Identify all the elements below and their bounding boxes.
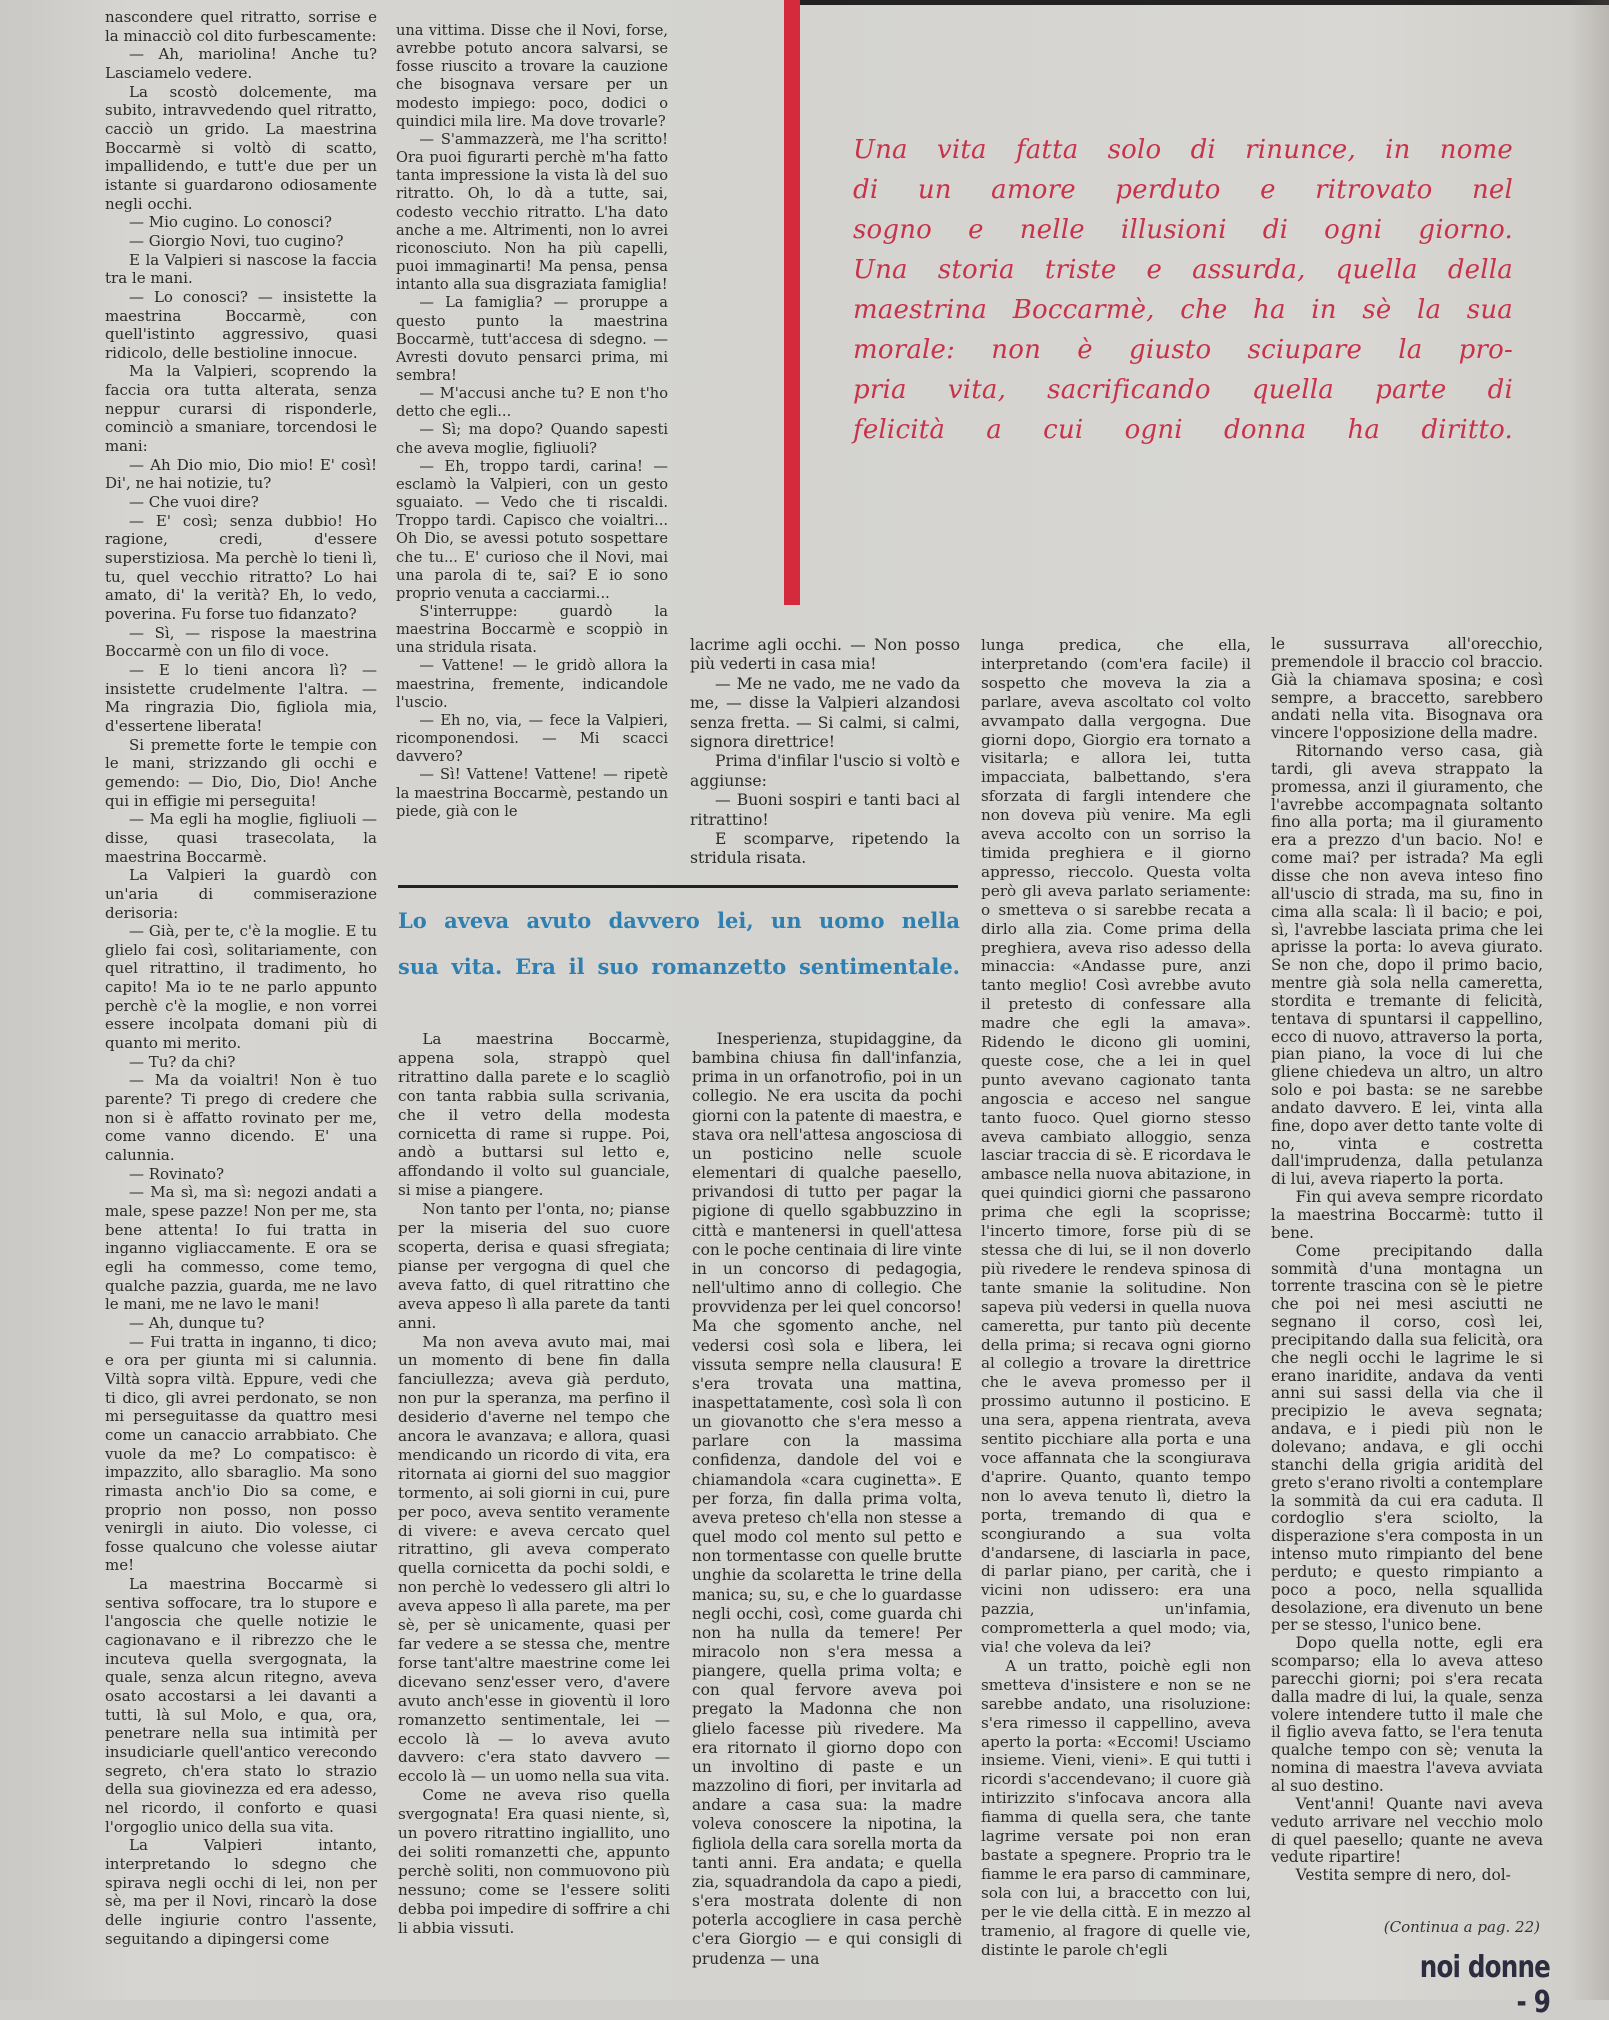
paragraph: — Giorgio Novi, tuo cugino?: [129, 231, 344, 250]
paragraph: — Eh no, via, — fece la Valpieri, ricomponendosi. — Mi scacci davvero?: [396, 711, 668, 766]
paragraph: — S'ammazzerà, me l'ha scritto! Ora puoi figurarti perchè m'ha fatto tanta impressione la vista là del suo ritratto. Oh, lo dà a tutte, sai, codesto vecchio ritratto. L'ha dato anche a me. Altrimenti, non lo avrei riconosciuto. Non ha più capelli, puoi immaginarti! Ma pensa, pensa intanto alla sua disgraziata famiglia!: [396, 130, 668, 294]
article-column-2: [396, 22, 668, 821]
paragraph: una vittima. Disse che il Novi, forse, avrebbe potuto ancora salvarsi, se fosse riuscito a trovare la cauzione che bisognava versare per un modesto impiego: poco, dodici o quindici mila lire. Ma dove trovarle?: [396, 22, 668, 130]
article-column-2-bottom: [398, 1030, 670, 1938]
pull-quote: [853, 130, 1513, 450]
paragraph: Inesperienza, stupidaggine, da bambina chiusa fin dall'infanzia, prima in un orfanotrofio, poi in un collegio. Ne era uscita da pochi giorni con la patente di maestra, e stava ora nell'attesa angosciosa di un posticino nelle scuole elementari di qualche paesello, privandosi di tutto per pagar la pigione di quello sgabbuzzino in città e mantenersi in quell'attesa con le poche centinaia di lire vinte in un concorso di pedagogia, nell'ultimo anno di collegio. Che provvidenza per lei quel concorso! Ma che sgomento anche, nel vedersi così sola e libera, lei vissuta sempre nella clausura! E s'era trovata una mattina, inaspettatamente, così sola lì con un giovanotto che s'era messo a parlare con la massima confidenza, dandole del voi e chiamandola «cara cuginetta». E per forza, fin dalla prima volta, aveva preteso ch'ella non stesse a quel modo col mento sul petto e non tormentasse con quelle brutte unghie da scolaretta le trine della manica; su, su, e che lo guardasse negli occhi, così, come guarda chi non ha nulla da temere! Per miracolo non s'era messa a piangere, quella prima volta; e con qual fervore aveva poi pregato la Madonna che non glielo facesse più rivedere. Ma era ritornato il giorno dopo con un involtino di paste e un mazzolino di fiori, per invitarla ad andare a casa sua: la madre voleva conoscere la nipotina, la figliola della cara sorella morta da tanti anni. Era andata; e quella zia, squadrandola da capo a piedi, s'era mostrata dolente di non poterla accogliere in casa perchè c'era Giorgio — e qui consigli di prudenza — una: [692, 1030, 962, 1968]
paragraph: — Rovinato?: [129, 1164, 225, 1183]
paragraph: — Ma da voialtri! Non è tuo parente? Ti prego di credere che non si è affatto rovinato per me, come vanno dicendo. E' una calunnia.: [105, 1071, 377, 1165]
paragraph: Ritornando verso casa, già tardi, gli aveva strappato la promessa, anzi il giuramento, che l'avrebbe accompagnata soltanto fino alla porta; ma il giuramento era a prezzo d'un bacio. No! e come mai? per istrada? Ma egli disse che non aveva inteso fino all'uscio di strada, ma su, fino in cima alla scala: lì il bacio; e poi, sì, l'avrebbe lasciata prima che lei aprisse la porta: lo aveva giurato. Se non che, dopo il primo bacio, mentre già sola nella cameretta, stordita e tremante di felicità, tentava di spuntarsi il cappellino, ecco di nuovo, attraverso la porta, pian piano, la voce di lui che gliene chiedeva un altro, un altro solo e poi basta: se ne sarebbe andato davvero. E lei, vinta alla fine, dopo aver detto tante volte di no, vinta e costretta dall'imprudenza, dalla petulanza di lui, aveva riaperto la porta.: [1271, 742, 1543, 1189]
page-edge-shadow: [800, 0, 1609, 5]
paragraph: — La famiglia? — proruppe a questo punto la maestrina Boccarmè, tutt'accesa di sdegno. — Avresti dovuto pensarci prima, mi sembra!: [396, 294, 668, 384]
pull-quote-line: maestrina Boccarmè, che ha in sè la sua: [853, 295, 1513, 325]
paragraph: — E' così; senza dubbio! Ho ragione, credi, d'essere superstiziosa. Ma perchè lo tieni lì, tu, quel vecchio ritratto? Lo hai amato, di' la verità? Eh, lo vedo, poverina. Fu forse tuo fidanzato?: [105, 511, 377, 623]
paragraph: le sussurrava all'orecchio, premendole il braccio col braccio. Già la chiamava sposina; e così sempre, a braccetto, sarebbero andati nella vita. Bisognava ora vincere l'opposizione della madre.: [1271, 635, 1543, 743]
article-column-1: [105, 8, 377, 1948]
paragraph: — Già, per te, c'è la moglie. E tu glielo fai così, solitariamente, con quel ritrattino, il tradimento, ho capito! Ma io te ne parlo appunto perchè c'è la moglie, e non vorrei essere incolpata domani più di quanto mi merito.: [105, 922, 377, 1053]
paragraph: — Ah Dio mio, Dio mio! E' così! Di', ne hai notizie, tu?: [105, 455, 377, 493]
pull-quote-line: Una storia triste e assurda, quella della: [853, 255, 1513, 285]
subheading-line: Lo aveva avuto davvero lei, un uomo nella: [398, 908, 960, 933]
paragraph: — M'accusi anche tu? E non t'ho detto che egli...: [396, 385, 668, 421]
page-gutter-shadow: [1569, 0, 1609, 2000]
paragraph: — Me ne vado, me ne vado da me, — disse la Valpieri alzandosi senza fretta. — Si calmi, si calmi, signora direttrice!: [690, 674, 960, 752]
paragraph: Vent'anni! Quante navi aveva veduto arrivare nel vecchio molo di quel paesello; quante ne aveva vedute ripartire!: [1271, 1794, 1543, 1867]
paragraph: La Valpieri intanto, interpretando lo sdegno che spirava negli occhi di lei, non per sè, ma per il Novi, rincarò la dose delle ingiurie contro l'assente, seguitando a dipingersi come: [105, 1836, 377, 1948]
paragraph: — Che vuoi dire?: [129, 493, 259, 512]
paragraph: — Sì, — rispose la maestrina Boccarmè con un filo di voce.: [105, 623, 377, 661]
paragraph: lacrime agli occhi. — Non posso più vederti in casa mia!: [690, 636, 960, 674]
paragraph: — E lo tieni ancora lì? — insistette crudelmente l'altra. — Ma ringrazia Dio, figliola mia, d'essertene liberata!: [105, 660, 377, 735]
paragraph: — Buoni sospiri e tanti baci al ritrattino!: [690, 791, 960, 829]
paragraph: — Ma sì, ma sì: negozi andati a male, spese pazze! Non per me, sta bene attenta! Io fui tratta in inganno vigliaccamente. E ora se egli ha commesso, come temo, qualche pazzia, guarda, me ne lavo le mani, me ne lavo le mani!: [105, 1183, 377, 1314]
paragraph: lunga predica, che ella, interpretando (com'era facile) il sospetto che moveva la zia a parlare, aveva ascoltato col volto avvampato dalla vergognа. Due giorni dopo, Giorgio era tornato a visitarla; e allora lei, tutta impacciata, balbettando, s'era sforzata di fargli intendere che non doveva più venire. Ma egli aveva accolto con un sorriso la timida preghiera e il giorno appresso, rieccolo. Questa volta però gli aveva parlato seriamente: o smetteva o si sarebbe recata a dirlo alla zia. Come prima della preghiera, aveva riso adesso della minaccia: «Andasse pure, anzi tanto meglio! Così avrebbe avuto il pretesto di confessare alla madre che egli la amava». Ridendo le dicono gli uomini, queste cose, che a lei in quel punto avevano cagionato tanta angoscia e acceso nel sangue tanto fuoco. Quel giorno stesso aveva cambiato alloggio, senza lasciar traccia di sè. E ricordava le ambasce nella nuova abitazione, in quei quindici giorni che passarono prima che egli la scoprisse; l'incerto timore, forse più di se stessa che di lui, se il non doverlo più rivedere le rendeva spinosa di tante smanie la solitudine. Non sapeva più vedersi in quella nuova cameretta, pur tanto più decente della prima; si recava ogni giorno al collegio a trovare la direttrice che le aveva promesso per il prossimo autunno il posticino. E una sera, appena rientrata, aveva sentito picchiare alla porta e una voce affannata che la scongiurava d'aprire. Quanto, quanto tempo non lo aveva tenuto lì, dietro la porta, tremando di qua e scongiurando a sua volta d'andarsene, di lasciarla in pace, di parlar piano, per carità, che i vicini non udissero: era una pazzia, un'infamia, comprometterla a quel modo; via, via! che voleva da lei?: [981, 636, 1251, 1657]
paragraph: Fin qui aveva sempre ricordato la maestrina Boccarmè: tutto il bene.: [1271, 1188, 1543, 1242]
article-column-4: [981, 636, 1251, 1959]
paragraph: La maestrina Boccarmè, appena sola, strappò quel ritrattino dalla parete e lo scagliò con tanta rabbia sulla scrivania, che il vetro della modesta cornicetta di rame si ruppe. Poi, andò a buttarsi sul letto e, affondando il volto sul guanciale, si mise a piangere.: [398, 1030, 670, 1200]
paragraph: Ma la Valpieri, scoprendo la faccia ora tutta alterata, senza neppur curarsi di risponderle, cominciò a smaniare, torcendosi le mani:: [105, 362, 377, 456]
paragraph: nascondere quel ritratto, sorrise e la minacciò col dito furbescamente:: [105, 8, 377, 45]
red-accent-bar: [784, 0, 800, 605]
paragraph: E la Valpieri si nascose la faccia tra le mani.: [105, 250, 377, 288]
article-column-3-bottom: [692, 1030, 962, 1969]
paragraph: — Sì! Vattene! Vattene! — ripetè la maestrina Boccarmè, pestando un piede, già con le: [396, 766, 668, 820]
subheading: [398, 898, 960, 990]
subheading-line: sua vita. Era il suo romanzetto sentimentale.: [398, 954, 960, 979]
paragraph: — Ma egli ha moglie, figliuoli — disse, quasi trasecolata, la maestrina Boccarmè.: [105, 810, 377, 866]
paragraph: — Ah, mariolina! Anche tu? Lasciamelo vedere.: [105, 45, 377, 82]
paragraph: Si premette forte le tempie con le mani, strizzando gli occhi e gemendo: — Dio, Dio, Dio! Anche qui in effigie mi perseguita!: [105, 735, 377, 810]
paragraph: Come ne aveva riso quella svergognata! Era quasi niente, sì, un povero ritrattino ingiallito, uno dei soliti romanzetti che, appunto perchè soliti, non commuovono più nessuno; come se l'essere soliti debba poi impedire di soffrire a chi li abbia vissuti.: [398, 1786, 670, 1937]
paragraph: E scomparve, ripetendo la stridula risata.: [690, 830, 960, 868]
paragraph: — Ah, dunque tu?: [129, 1313, 265, 1332]
page-footer: [1419, 1950, 1550, 2020]
paragraph: Dopo quella notte, egli era scomparso; ella lo aveva atteso parecchi giorni; poi s'era recata dalla madre di lui, la quale, senza volere intendere tutto il male che il figlio aveva fatto, se l'era tenuta qualche tempo con sè; venuta la nomina di maestra l'aveva avviata al suo destino.: [1271, 1634, 1543, 1795]
article-column-3-top: [690, 636, 960, 869]
pull-quote-line: morale: non è giusto sciupare la pro-: [853, 335, 1513, 365]
paragraph: Vestita sempre di nero, dol-: [1295, 1866, 1511, 1885]
pull-quote-line: felicità a cui ogni donna ha diritto.: [853, 415, 1513, 445]
paragraph: S'interruppe: guardò la maestrina Boccarmè e scoppiò in una stridula risata.: [396, 603, 668, 657]
paragraph: Come precipitando dalla sommità d'una montagna un torrente trascina con sè le pietre che poi nei mesi asciutti ne segnano il corso, così lei, precipitando dalla sua felicità, ora che negli occhi le lagrime le si erano inaridite, andava da venti anni sui sassi della via che il precipizio le aveva segnata; andava, e i piedi più non le dolevano; andava, e gli occhi stanchi della grigia aridità del greto s'erano rivolti a contemplare la sommità da cui era caduta. Il cordoglio s'era sciolto, la disperazione s'era composta in un intenso muto rimpianto del bene perduto; e questo rimpianto a poco a poco, nella squallida desolazione, era divenuto un bene per se stesso, l'unico bene.: [1271, 1241, 1543, 1635]
footer-separator: -: [1516, 1985, 1526, 2020]
paragraph: La Valpieri la guardò con un'aria di commiserazione derisoria:: [105, 866, 377, 922]
paragraph: — Vattene! — le gridò allora la maestrina, fremente, indicandole l'uscio.: [396, 657, 668, 711]
pull-quote-line: sogno e nelle illusioni di ogni giorno.: [853, 215, 1513, 245]
paragraph: — Sì; ma dopo? Quando sapesti che aveva moglie, figliuoli?: [396, 421, 668, 457]
pull-quote-line: pria vita, sacrificando quella parte di: [853, 375, 1513, 405]
continuation-note: (Continua a pag. 22): [1383, 1918, 1540, 1936]
horizontal-rule: [398, 885, 958, 888]
paragraph: — Eh, troppo tardi, carina! — esclamò la Valpieri, con un gesto sguaiato. — Vedo che ti riscaldi. Troppo tardi. Capisco che voialtri... Oh Dio, se avessi potuto sospettare che tu... E' curioso che il Novi, mai una parola di te, sai? E io sono proprio venuta a cacciarmi...: [396, 457, 668, 602]
magazine-name: noi donne: [1419, 1950, 1550, 1985]
paragraph: La maestrina Boccarmè si sentiva soffocare, tra lo stupore e l'angoscia che quelle notizie le cagionavano e il ribrezzo che le incuteva quella svergognata, la quale, senza alcun ritegno, aveva osato accostarsi a lei davanti a tutti, là sul Molo, e qua, ora, penetrare nella sua intimità per insudiciarle quell'antico verecondo segreto, ch'era stato lo strazio della sua giovinezza ed era adesso, nel ricordo, il conforto e quasi l'orgoglio unico della sua vita.: [105, 1575, 377, 1836]
paragraph: La scostò dolcemente, ma subito, intravvedendo quel ritratto, cacciò un grido. La maestrina Boccarmè si voltò di scatto, impallidendo, e tutt'e due per un istante si guardarono odiosamente negli occhi.: [105, 82, 377, 213]
paragraph: Non tanto per l'onta, no; pianse per la miseria del suo cuore scoperta, derisa e quasi sfregiata; pianse per vergogna di quel che aveva fatto, di quel ritrattino che aveva appeso lì alla parete da tanti anni.: [398, 1200, 670, 1332]
paragraph: — Tu? da chi?: [129, 1052, 236, 1071]
pull-quote-line: Una vita fatta solo di rinunce, in nome: [853, 135, 1513, 165]
paragraph: — Fui tratta in inganno, ti dico; e ora per giunta mi si calunnia. Viltà sopra viltà. Eppure, vedi che ti dico, gli avrei perdonato, se non mi perseguitasse da quattro mesi come un canaccio arrabbiato. Che vuole da me? Lo compatisco: è impazzito, allo sbaraglio. Ma sono rimasta anch'io Dio sa come, e proprio non posso, non posso venirgli in aiuto. Dio volesse, ci fosse qualcuno che volesse aiutar me!: [105, 1332, 377, 1575]
paragraph: Prima d'infilar l'uscio si voltò e aggiunse:: [690, 752, 960, 790]
article-column-5: [1271, 636, 1543, 1885]
pull-quote-line: di un amore perduto e ritrovato nel: [853, 175, 1513, 205]
paragraph: A un tratto, poichè egli non smetteva d'insistere e non se ne sarebbe andato, una risoluzione: s'era rimesso il cappellino, aveva aperto la porta: «Eccomi! Usciamo insieme. Vieni, vieni». E qui tutti i ricordi s'accendevano; il cuore già intirizzito s'infocava ancora alla fiamma di quella sera, che tante lagrime versate poi non eran bastate a spegnere. Proprio tra le fiamme le era parso di camminare, sola con lui, a braccetto con lui, per le vie della città. E in mezzo al tramenio, al fragore di quelle vie, distinte le parole ch'egli: [981, 1656, 1251, 1959]
paragraph: — Mio cugino. Lo conosci?: [129, 213, 332, 232]
paragraph: Ma non aveva avuto mai, mai un momento di bene fin dalla fanciullezza; aveva già perduto, non pur la speranza, ma perfino il desiderio d'averne nel tempo che ancora le avanzava; e allora, quasi mendicando un ricordo di vita, era ritornata ai giorni del suo maggior tormento, ai soli giorni in cui, pure per poco, aveva sentito veramente di vivere: e aveva cercato quel ritrattino, gli aveva comperato quella cornicetta da pochi soldi, e non perchè lo vedessero gli altri lo aveva appeso lì alla parete, ma per sè, per sè unicamente, quasi per far vedere a se stessa che, mentre forse tant'altre maestrine come lei dicevano senz'esser vero, d'avere avuto anch'esse in gioventù il loro romanzetto sentimentale, lei — eccolo là — lo aveva avuto davvero: c'era stato davvero — eccolo là — un uomo nella sua vita.: [398, 1332, 670, 1786]
paragraph: — Lo conosci? — insistette la maestrina Boccarmè, con quell'istinto aggressivo, quasi ridicolo, delle bestioline innocue.: [105, 287, 377, 362]
page-number: 9: [1533, 1985, 1550, 2020]
